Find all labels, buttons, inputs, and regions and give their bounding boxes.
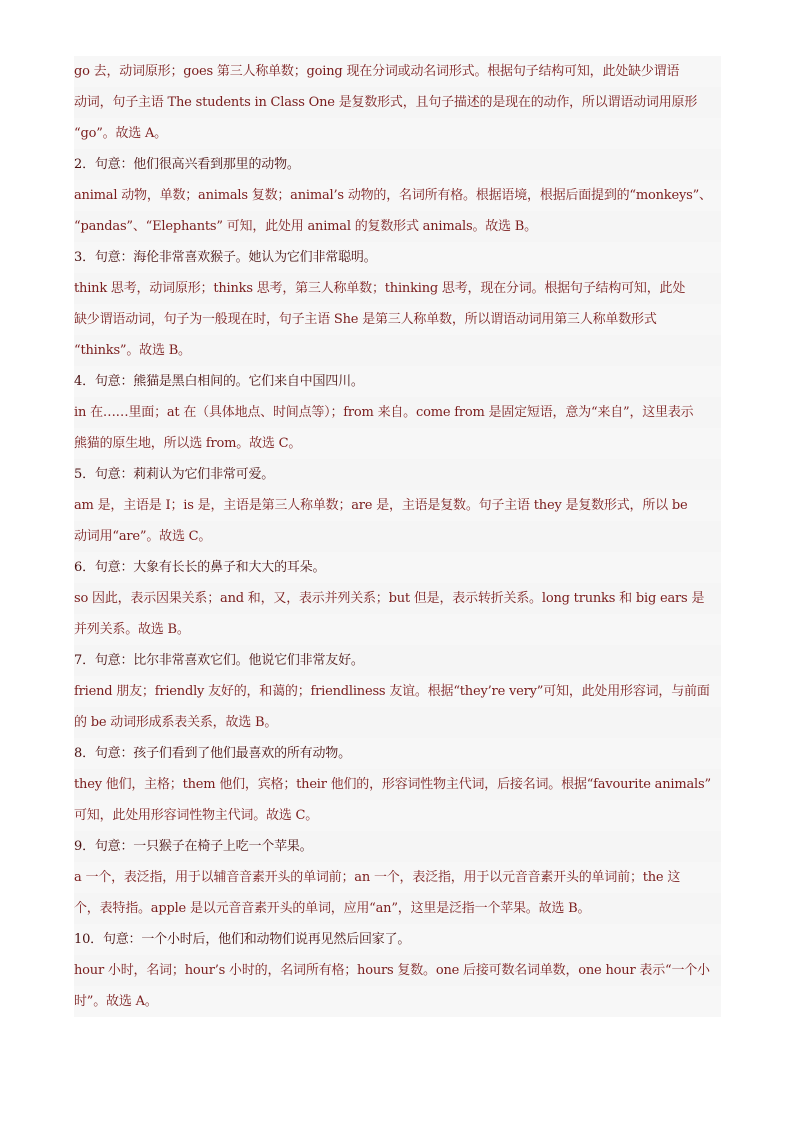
explanation-line: “go”。故选 A。	[74, 118, 721, 149]
question-heading: 4．句意：熊猫是黑白相间的。它们来自中国四川。	[74, 366, 721, 397]
explanation-line: so 因此，表示因果关系；and 和，又，表示并列关系；but 但是，表示转折关系。long trunks 和 big ears 是	[74, 583, 721, 614]
explanation-line: a 一个，表泛指，用于以辅音音素开头的单词前；an 一个，表泛指，用于以元音音素开头的单词前；the 这	[74, 862, 721, 893]
question-heading: 8．句意：孩子们看到了他们最喜欢的所有动物。	[74, 738, 721, 769]
explanation-line: 动词用“are”。故选 C。	[74, 521, 721, 552]
question-heading: 6．句意：大象有长长的鼻子和大大的耳朵。	[74, 552, 721, 583]
explanation-line: they 他们，主格；them 他们，宾格；their 他们的，形容词性物主代词，后接名词。根据“favourite animals”	[74, 769, 721, 800]
question-heading: 3．句意：海伦非常喜欢猴子。她认为它们非常聪明。	[74, 242, 721, 273]
explanation-line: in 在……里面；at 在（具体地点、时间点等）；from 来自。come from 是固定短语，意为“来自”，这里表示	[74, 397, 721, 428]
question-heading: 9．句意：一只猴子在椅子上吃一个苹果。	[74, 831, 721, 862]
explanation-line: 可知，此处用形容词性物主代词。故选 C。	[74, 800, 721, 831]
explanation-line: 时”。故选 A。	[74, 986, 721, 1017]
explanation-line: “thinks”。故选 B。	[74, 335, 721, 366]
answer-explanations	[74, 56, 721, 1017]
explanation-line: 动词，句子主语 The students in Class One 是复数形式，且句子描述的是现在的动作，所以谓语动词用原形	[74, 87, 721, 118]
explanation-line: 个，表特指。apple 是以元音音素开头的单词，应用“an”，这里是泛指一个苹果。故选 B。	[74, 893, 721, 924]
question-heading: 10．句意：一个小时后，他们和动物们说再见然后回家了。	[74, 924, 721, 955]
question-heading: 2．句意：他们很高兴看到那里的动物。	[74, 149, 721, 180]
explanation-line: “pandas”、“Elephants” 可知，此处用 animal 的复数形式 animals。故选 B。	[74, 211, 721, 242]
explanation-line: am 是，主语是 I；is 是，主语是第三人称单数；are 是，主语是复数。句子主语 they 是复数形式，所以 be	[74, 490, 721, 521]
question-heading: 5．句意：莉莉认为它们非常可爱。	[74, 459, 721, 490]
explanation-line: friend 朋友；friendly 友好的，和蔼的；friendliness 友谊。根据“they’re very”可知，此处用形容词，与前面	[74, 676, 721, 707]
explanation-line: 缺少谓语动词，句子为一般现在时，句子主语 She 是第三人称单数，所以谓语动词用第三人称单数形式	[74, 304, 721, 335]
explanation-line: 熊猫的原生地，所以选 from。故选 C。	[74, 428, 721, 459]
explanation-line: 并列关系。故选 B。	[74, 614, 721, 645]
question-heading: 7．句意：比尔非常喜欢它们。他说它们非常友好。	[74, 645, 721, 676]
explanation-line: think 思考，动词原形；thinks 思考，第三人称单数；thinking 思考，现在分词。根据句子结构可知，此处	[74, 273, 721, 304]
explanation-line: 的 be 动词形成系表关系，故选 B。	[74, 707, 721, 738]
explanation-line: hour 小时，名词；hour’s 小时的，名词所有格；hours 复数。one 后接可数名词单数，one hour 表示“一个小	[74, 955, 721, 986]
explanation-line: go 去，动词原形；goes 第三人称单数；going 现在分词或动名词形式。根据句子结构可知，此处缺少谓语	[74, 56, 721, 87]
explanation-line: animal 动物，单数；animals 复数；animal’s 动物的，名词所有格。根据语境，根据后面提到的“monkeys”、	[74, 180, 721, 211]
